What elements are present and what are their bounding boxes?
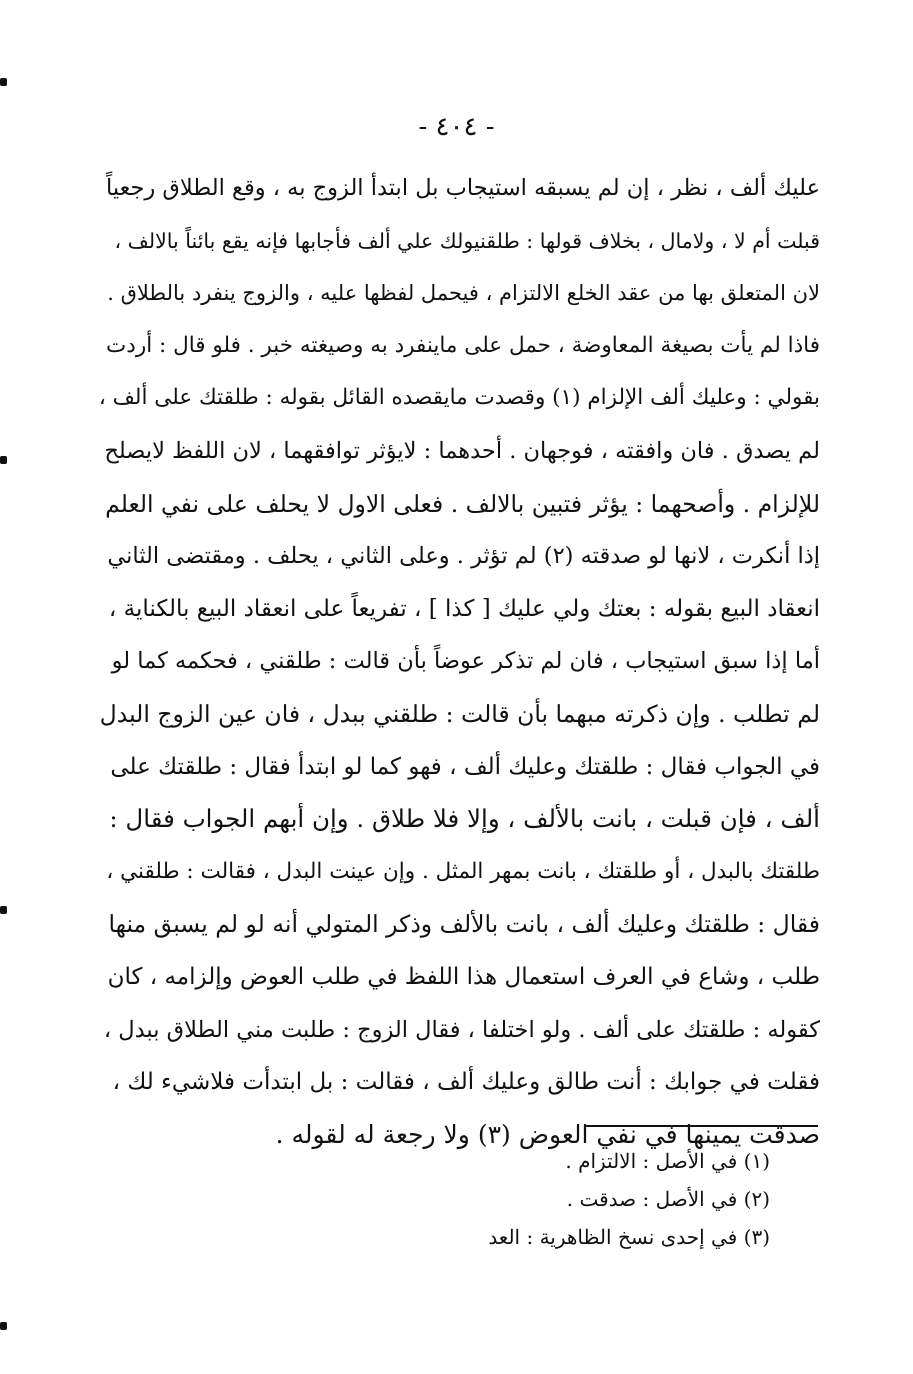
body-text — [98, 162, 820, 1161]
text-line: بقولي : وعليك ألف الإلزام (١) وقصدت مايقصده القائل بقوله : طلقتك على ألف ، — [98, 385, 820, 411]
text-line: لم تطلب . وإن ذكرته مبهما بأن قالت : طلقني ببدل ، فان عين الزوج البدل — [99, 699, 820, 728]
footnote-3: (٣) في إحدى نسخ الظاهرية : العد — [488, 1225, 770, 1249]
scan-edge-mark — [0, 906, 7, 914]
text-line: فقلت في جوابك : أنت طالق وعليك ألف ، فقالت : بل ابتدأت فلاشيء لك ، — [112, 1069, 820, 1096]
text-line: للإلزام . وأصحهما : يؤثر فتبين بالالف . فعلى الاول لا يحلف على نفي العلم — [105, 489, 820, 518]
scan-edge-mark — [0, 78, 7, 86]
scan-edge-mark — [0, 1322, 7, 1330]
text-line: انعقاد البيع بقوله : بعتك ولي عليك [ كذا ] ، تفريعاً على انعقاد البيع بالكناية ، — [108, 595, 820, 622]
text-line: فاذا لم يأت بصيغة المعاوضة ، حمل على ماينفرد به وصيغته خبر . فلو قال : أردت — [106, 332, 820, 358]
text-line: لان المتعلق بها من عقد الخلع الالتزام ، فيحمل لفظها عليه ، والزوج ينفرد بالطلاق . — [107, 281, 820, 306]
text-line: أما إذا سبق استيجاب ، فان لم تذكر عوضاً بأن قالت : طلقني ، فحكمه كما لو — [111, 648, 820, 675]
text-line: لم يصدق . فان وافقته ، فوجهان . أحدهما : لايؤثر توافقهما ، لان اللفظ لايصلح — [104, 437, 820, 464]
text-line: صدقت يمينها في نفي العوض (٣) ولا رجعة له لقوله . — [275, 1119, 820, 1149]
text-line: إذا أنكرت ، لانها لو صدقته (٢) لم تؤثر . وعلى الثاني ، يحلف . ومقتضى الثاني — [107, 543, 820, 570]
text-line: طلقتك بالبدل ، أو طلقتك ، بانت بمهر المثل . وإن عينت البدل ، فقالت : طلقني ، — [106, 858, 820, 884]
page-number: - ٤٠٤ - — [418, 112, 495, 142]
footnote-divider — [584, 1125, 818, 1127]
scan-edge-mark — [0, 456, 7, 464]
text-line: طلب ، وشاع في العرف استعمال هذا اللفظ في طلب العوض وإلزامه ، كان — [107, 963, 820, 990]
text-line: عليك ألف ، نظر ، إن لم يسبقه استيجاب بل ابتدأ الزوج به ، وقع الطلاق رجعياً — [105, 175, 820, 201]
text-line: ألف ، فإن قبلت ، بانت بالألف ، وإلا فلا طلاق . وإن أبهم الجواب فقال : — [109, 804, 820, 834]
footnotes — [98, 1142, 770, 1256]
text-line: كقوله : طلقتك على ألف . ولو اختلفا ، فقال الزوج : طلبت مني الطلاق ببدل ، — [103, 1016, 820, 1043]
footnote-1: (١) في الأصل : الالتزام . — [565, 1149, 770, 1173]
text-line: فقال : طلقتك وعليك ألف ، بانت بالألف وذكر المتولي أنه لو لم يسبق منها — [108, 910, 820, 939]
footnote-2: (٢) في الأصل : صدقت . — [566, 1187, 770, 1211]
text-line: في الجواب فقال : طلقتك وعليك ألف ، فهو كما لو ابتدأ فقال : طلقتك على — [110, 753, 820, 780]
text-line: قبلت أم لا ، ولامال ، بخلاف قولها : طلقنيولك علي ألف فأجابها فإنه يقع بائناً بالالف ، — [114, 228, 820, 253]
